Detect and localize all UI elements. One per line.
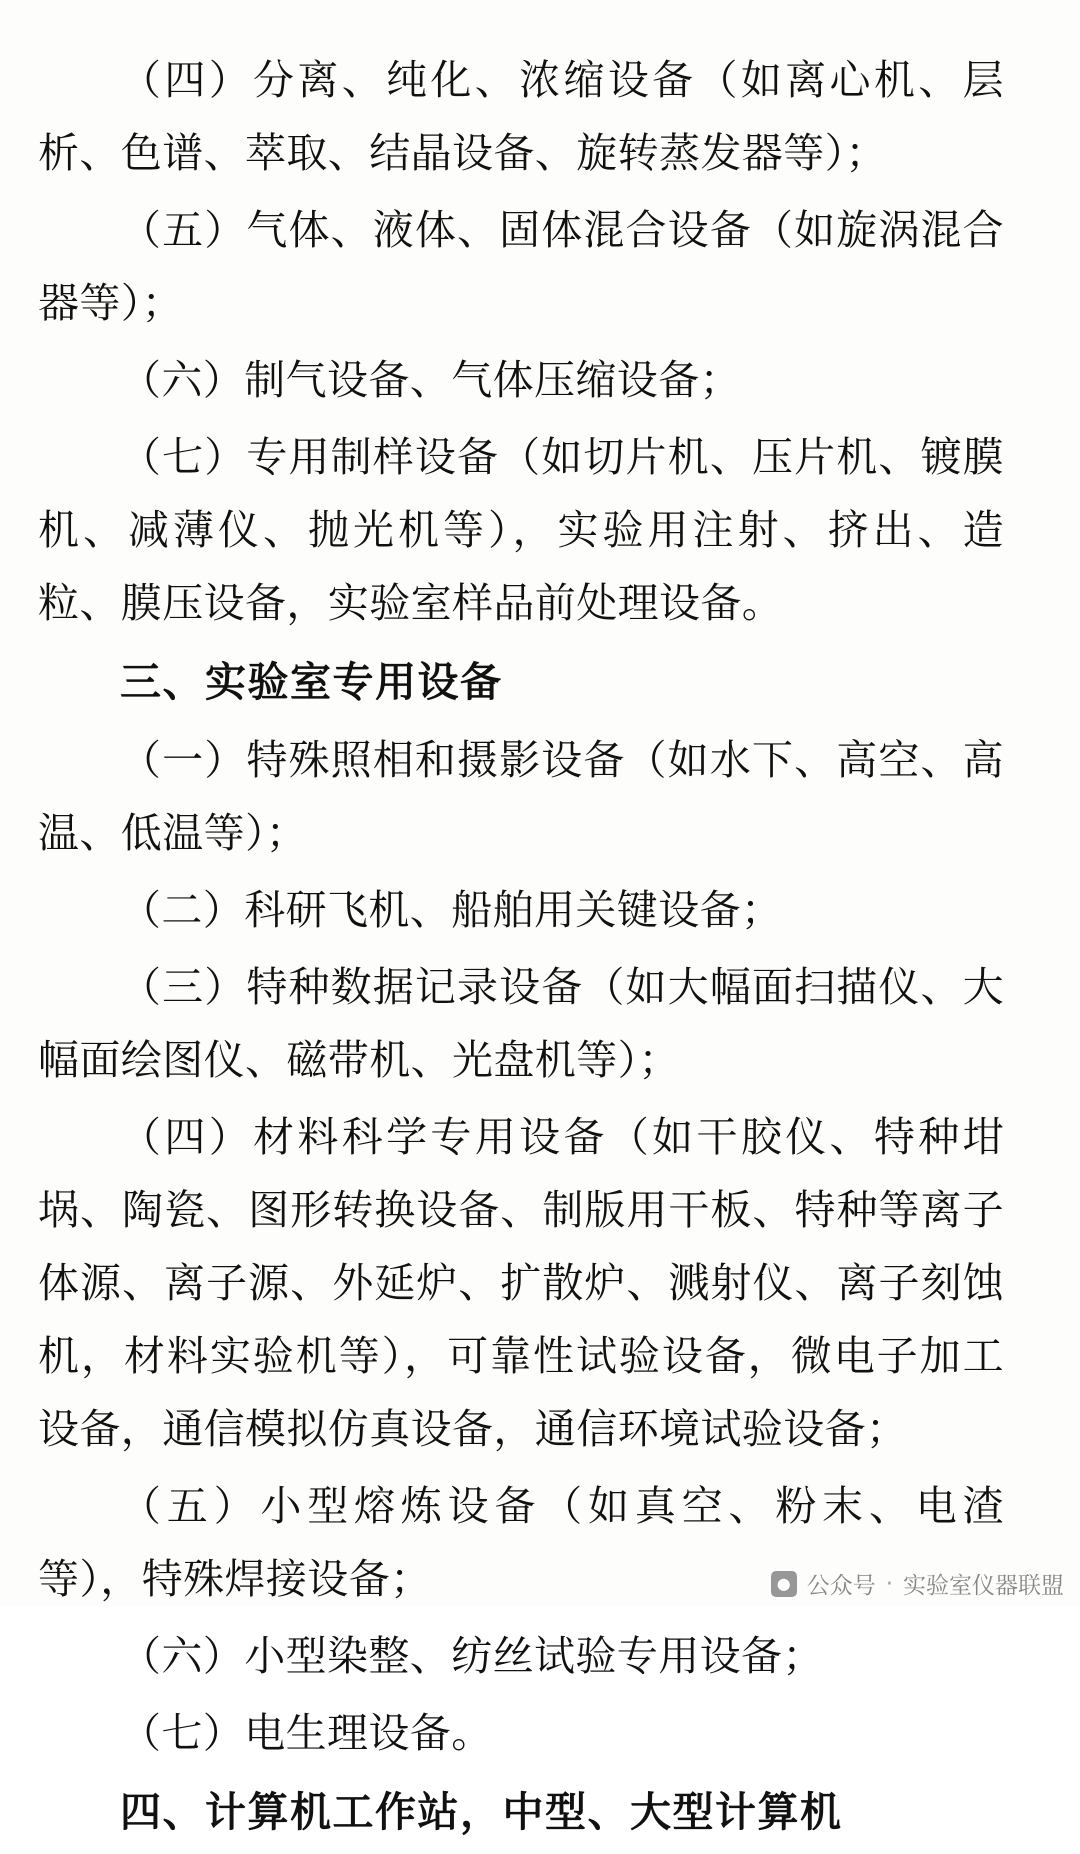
list-item: （一）特殊照相和摄影设备（如水下、高空、高温、低温等）；	[38, 736, 1004, 857]
list-item: （四）材料科学专用设备（如干胶仪、特种坩埚、陶瓷、图形转换设备、制版用干板、特种等离子体源、离子源、外延炉、扩散炉、溅射仪、离子刻蚀机，材料实验机等），可靠性试验设备，微电子加工设备，通信模拟仿真设备，通信环境试验设备；	[38, 1113, 1004, 1453]
list-item: （三）特种数据记录设备（如大幅面扫描仪、大幅面绘图仪、磁带机、光盘机等）；	[38, 963, 1004, 1084]
list-item: （五）小型熔炼设备（如真空、粉末、电渣等），特殊焊接设备；	[38, 1482, 1004, 1603]
watermark	[771, 1567, 1064, 1600]
list-item: （七）专用制样设备（如切片机、压片机、镀膜机、减薄仪、抛光机等），实验用注射、挤出、造粒、膜压设备，实验室样品前处理设备。	[38, 433, 1004, 627]
list-item: （五）气体、液体、固体混合设备（如旋涡混合器等）；	[38, 206, 1004, 327]
list-item: （六）小型染整、纺丝试验专用设备；	[120, 1632, 824, 1680]
list-item: （六）制气设备、气体压缩设备；	[120, 356, 741, 404]
watermark-separator: ·	[885, 1570, 893, 1597]
account-icon: ●	[771, 1571, 797, 1597]
list-item: （二）科研飞机、船舶用关键设备；	[120, 886, 783, 934]
watermark-name: 实验室仪器联盟	[903, 1573, 1064, 1599]
next-section-heading: 四、计算机工作站，中型、大型计算机	[120, 1788, 843, 1836]
list-item: （七）电生理设备。	[120, 1709, 493, 1757]
watermark-account-label: 公众号	[806, 1573, 876, 1599]
section-heading: 三、实验室专用设备	[120, 658, 503, 706]
list-item: （四）分离、纯化、浓缩设备（如离心机、层析、色谱、萃取、结晶设备、旋转蒸发器等）；	[38, 56, 1004, 177]
